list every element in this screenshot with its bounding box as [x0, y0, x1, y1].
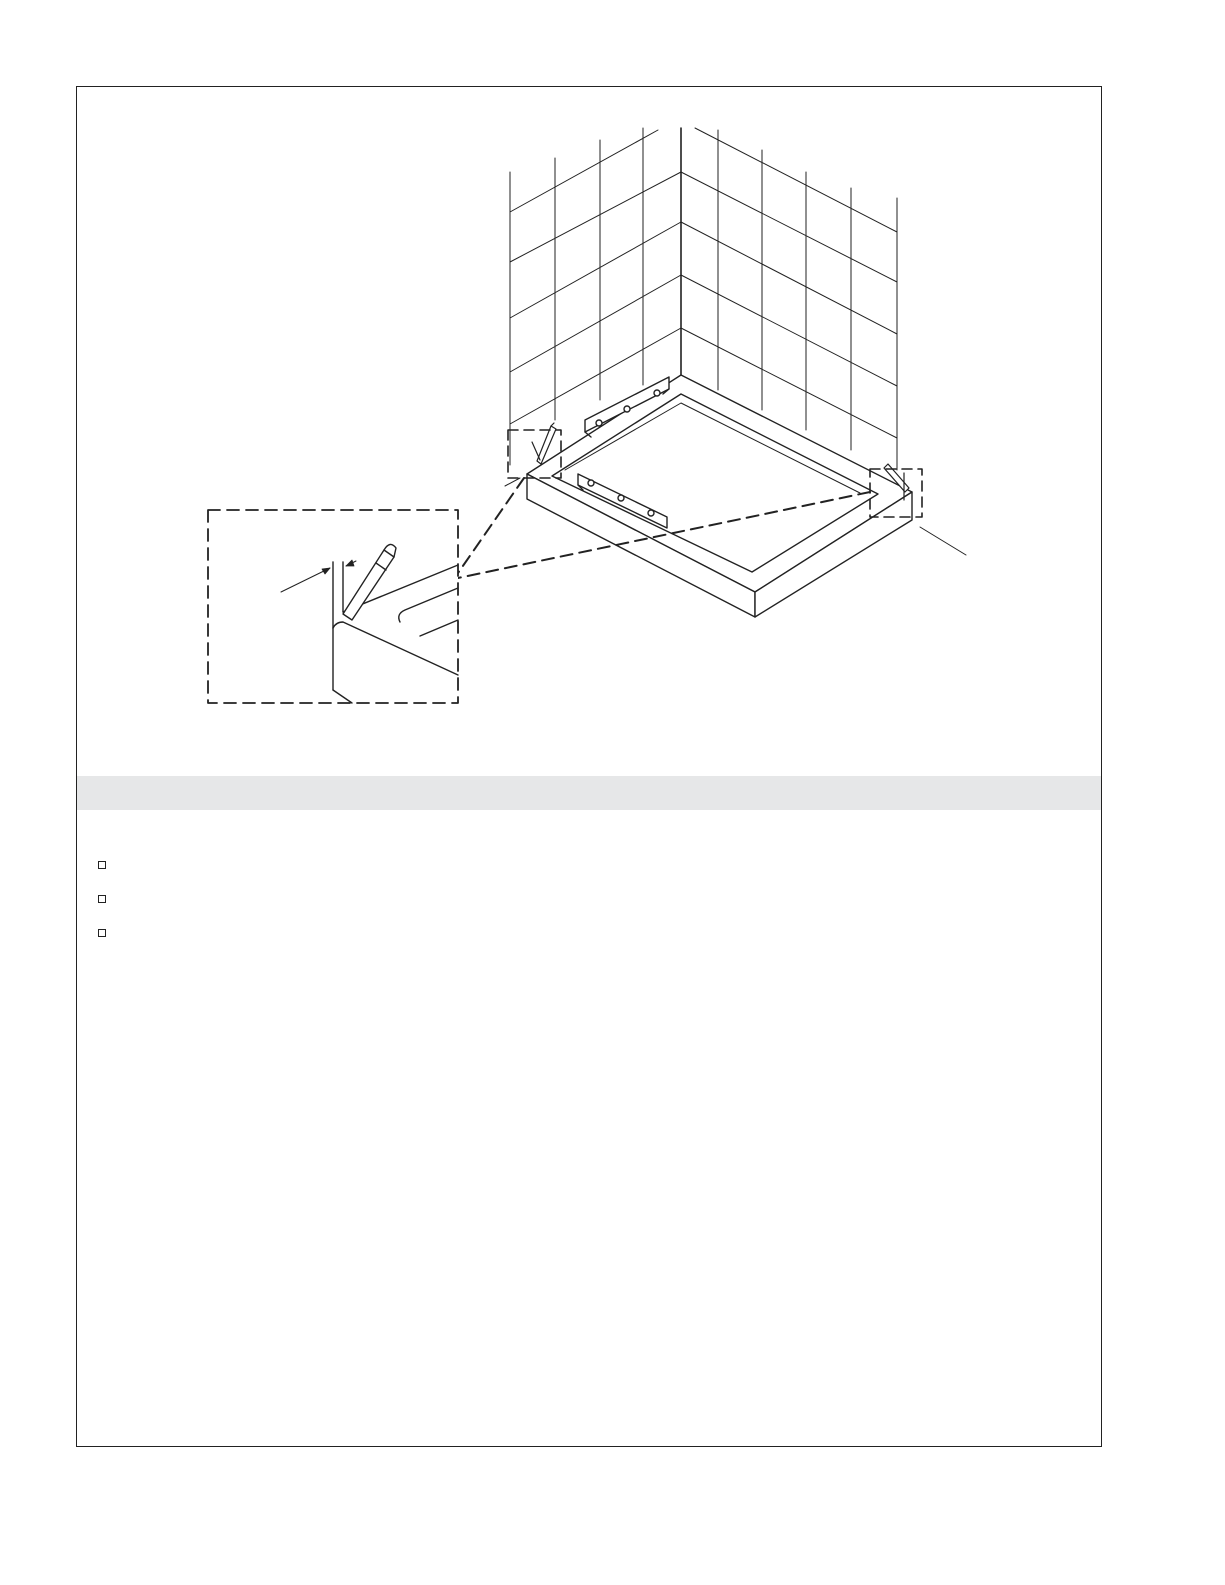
leader-line: [920, 527, 966, 555]
section-heading-band: [77, 776, 1101, 810]
checklist: [98, 856, 118, 958]
checklist-item: [98, 890, 118, 924]
checklist-item: [98, 856, 118, 890]
leader-line-left: [505, 478, 520, 486]
shower-base: [527, 375, 912, 617]
checklist-item: [98, 924, 118, 958]
detail-callout: [208, 510, 458, 703]
checkbox-icon[interactable]: [98, 895, 106, 903]
callout-leader: [458, 478, 524, 573]
checkbox-icon[interactable]: [98, 929, 106, 937]
checkbox-icon[interactable]: [98, 861, 106, 869]
installation-illustration: [0, 0, 1225, 780]
